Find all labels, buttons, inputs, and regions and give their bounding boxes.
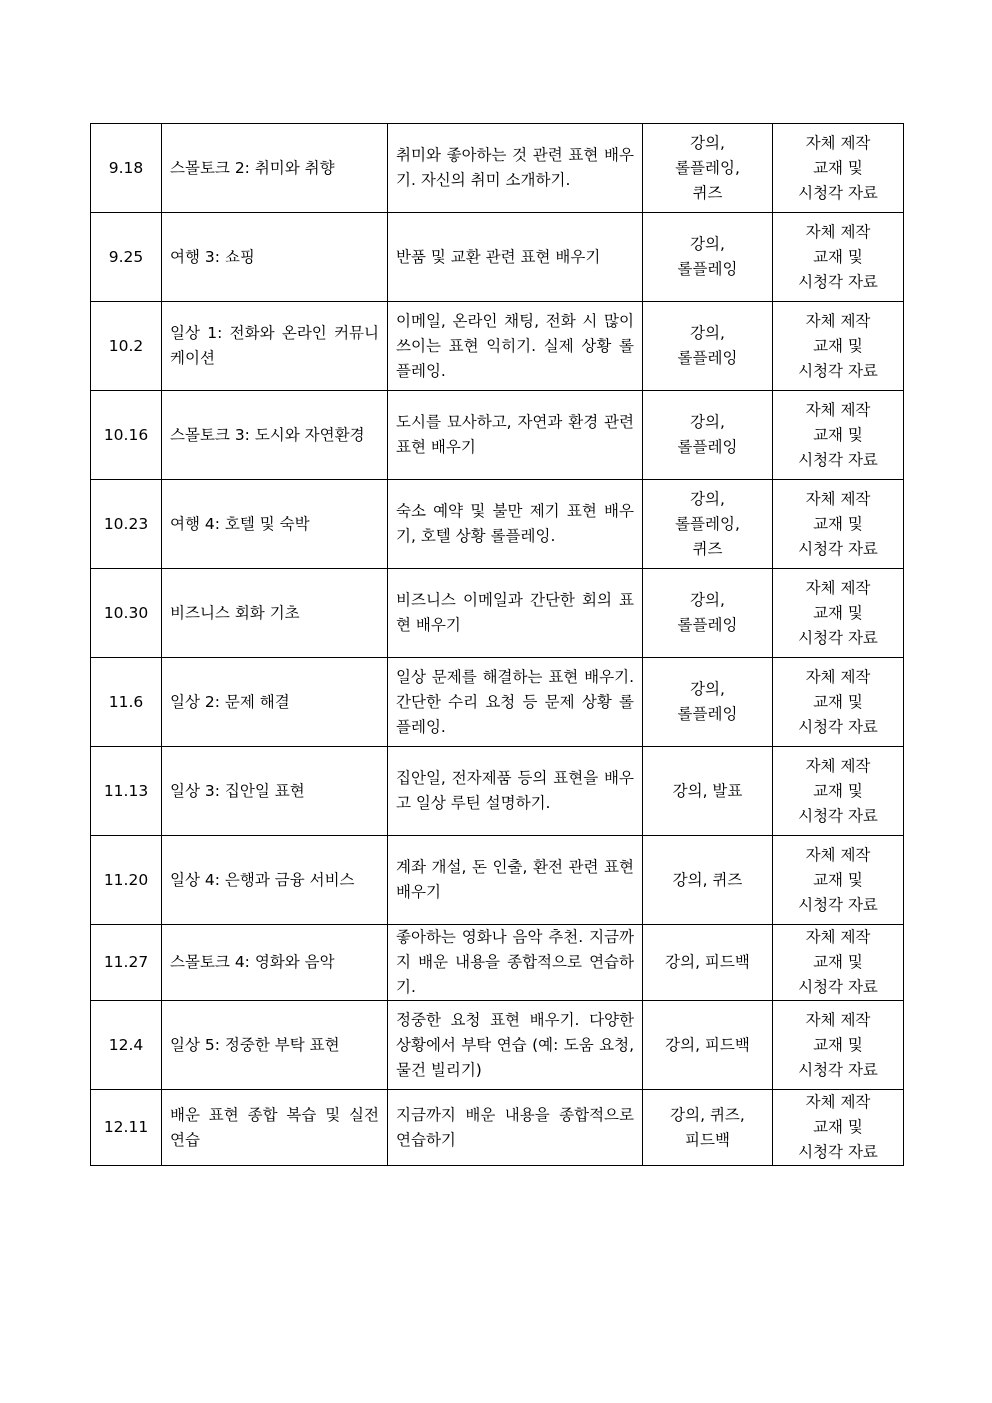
teaching-method <box>643 302 773 391</box>
teaching-material-line: 자체 제작 <box>805 400 871 419</box>
teaching-method-line: 강의, 퀴즈, <box>670 1105 745 1124</box>
teaching-material-lines <box>781 398 895 473</box>
teaching-material-line: 교재 및 <box>813 781 863 800</box>
teaching-material-line: 자체 제작 <box>805 222 871 241</box>
teaching-material <box>773 213 904 302</box>
table-row <box>91 124 904 213</box>
table-row <box>91 1001 904 1090</box>
session-content: 숙소 예약 및 불만 제기 표현 배우기, 호텔 상황 롤플레잉. <box>388 480 643 569</box>
teaching-method <box>643 391 773 480</box>
teaching-material-lines <box>781 576 895 651</box>
teaching-material <box>773 658 904 747</box>
teaching-material-line: 시청각 자료 <box>798 628 878 647</box>
teaching-method-lines <box>651 588 764 638</box>
teaching-method <box>643 658 773 747</box>
teaching-material-line: 교재 및 <box>813 1035 863 1054</box>
teaching-method-line: 롤플레잉 <box>677 438 738 456</box>
session-date: 11.20 <box>91 836 162 925</box>
teaching-material <box>773 124 904 213</box>
teaching-material-line: 자체 제작 <box>805 928 871 946</box>
teaching-method-line: 강의, <box>690 235 725 253</box>
table-row <box>91 747 904 836</box>
session-date: 9.25 <box>91 213 162 302</box>
session-content: 반품 및 교환 관련 표현 배우기 <box>388 213 643 302</box>
teaching-material-line: 시청각 자료 <box>798 450 878 469</box>
teaching-material-line: 교재 및 <box>813 247 863 266</box>
teaching-material-lines <box>781 309 895 384</box>
teaching-method-lines <box>651 950 764 975</box>
table-row <box>91 391 904 480</box>
teaching-material-line: 자체 제작 <box>805 756 871 775</box>
session-topic: 일상 4: 은행과 금융 서비스 <box>162 836 388 925</box>
teaching-material-line: 교재 및 <box>813 425 863 444</box>
teaching-material-line: 시청각 자료 <box>798 895 878 914</box>
teaching-method-line: 강의, <box>690 413 725 431</box>
session-topic: 배운 표현 종합 복습 및 실전 연습 <box>162 1090 388 1166</box>
teaching-material-line: 교재 및 <box>813 603 863 622</box>
teaching-material-line: 자체 제작 <box>805 1093 871 1111</box>
teaching-method-lines <box>651 487 764 562</box>
session-topic: 일상 2: 문제 해결 <box>162 658 388 747</box>
teaching-method <box>643 213 773 302</box>
session-topic: 스몰토크 4: 영화와 음악 <box>162 925 388 1001</box>
teaching-material-line: 교재 및 <box>813 1118 863 1136</box>
teaching-method-lines <box>651 779 764 804</box>
teaching-method-line: 강의, <box>690 489 725 508</box>
session-date: 10.2 <box>91 302 162 391</box>
teaching-material-line: 시청각 자료 <box>798 717 878 736</box>
table-row <box>91 1090 904 1166</box>
teaching-method-line: 롤플레잉 <box>677 616 738 634</box>
teaching-method-line: 롤플레잉, <box>675 514 740 533</box>
teaching-material-line: 시청각 자료 <box>798 978 878 996</box>
table-row <box>91 480 904 569</box>
session-date: 10.30 <box>91 569 162 658</box>
teaching-method-line: 퀴즈 <box>692 183 723 202</box>
teaching-method-line: 피드백 <box>685 1130 730 1149</box>
teaching-material-line: 자체 제작 <box>805 845 871 864</box>
teaching-material <box>773 1001 904 1090</box>
teaching-method-lines <box>651 131 764 206</box>
teaching-material-lines <box>781 1008 895 1083</box>
teaching-material-lines <box>781 925 895 1000</box>
teaching-material <box>773 836 904 925</box>
table-row <box>91 302 904 391</box>
session-content: 지금까지 배운 내용을 종합적으로 연습하기 <box>388 1090 643 1166</box>
teaching-method-line: 강의, 피드백 <box>665 953 750 971</box>
teaching-method-line: 강의, 퀴즈 <box>672 870 743 889</box>
teaching-method-lines <box>651 410 764 460</box>
session-topic: 여행 3: 쇼핑 <box>162 213 388 302</box>
session-topic: 비즈니스 회화 기초 <box>162 569 388 658</box>
teaching-material-line: 자체 제작 <box>805 1010 871 1029</box>
teaching-material-line: 자체 제작 <box>805 489 871 508</box>
session-content: 이메일, 온라인 채팅, 전화 시 많이 쓰이는 표현 익히기. 실제 상황 롤플레잉. <box>388 302 643 391</box>
teaching-material-line: 시청각 자료 <box>798 272 878 291</box>
table-row <box>91 836 904 925</box>
teaching-method-line: 강의, <box>690 324 725 342</box>
session-date: 10.16 <box>91 391 162 480</box>
teaching-material <box>773 569 904 658</box>
teaching-material-lines <box>781 131 895 206</box>
teaching-material-line: 자체 제작 <box>805 311 871 330</box>
teaching-material <box>773 747 904 836</box>
teaching-material-line: 교재 및 <box>813 336 863 355</box>
session-content: 비즈니스 이메일과 간단한 회의 표현 배우기 <box>388 569 643 658</box>
session-topic: 스몰토크 2: 취미와 취향 <box>162 124 388 213</box>
teaching-method-line: 롤플레잉, <box>675 158 740 177</box>
teaching-method-line: 강의, <box>690 591 725 609</box>
session-content: 계좌 개설, 돈 인출, 환전 관련 표현 배우기 <box>388 836 643 925</box>
session-topic: 스몰토크 3: 도시와 자연환경 <box>162 391 388 480</box>
teaching-method <box>643 1001 773 1090</box>
teaching-method-lines <box>651 232 764 282</box>
session-date: 11.6 <box>91 658 162 747</box>
teaching-method-line: 강의, 발표 <box>672 781 743 800</box>
schedule-table-body <box>91 124 904 1166</box>
teaching-method-line: 강의, <box>690 680 725 698</box>
teaching-material <box>773 925 904 1001</box>
teaching-material-line: 자체 제작 <box>805 133 871 152</box>
teaching-material-line: 교재 및 <box>813 953 863 971</box>
teaching-method <box>643 836 773 925</box>
teaching-method-lines <box>651 868 764 893</box>
teaching-material-line: 시청각 자료 <box>798 539 878 558</box>
teaching-method-lines <box>651 1033 764 1058</box>
teaching-material <box>773 1090 904 1166</box>
teaching-method-line: 롤플레잉 <box>677 349 738 367</box>
teaching-material-lines <box>781 665 895 740</box>
session-content: 일상 문제를 해결하는 표현 배우기. 간단한 수리 요청 등 문제 상황 롤플레잉. <box>388 658 643 747</box>
session-content: 좋아하는 영화나 음악 추천. 지금까지 배운 내용을 종합적으로 연습하기. <box>388 925 643 1001</box>
teaching-method <box>643 925 773 1001</box>
teaching-method <box>643 1090 773 1166</box>
teaching-method <box>643 124 773 213</box>
teaching-method <box>643 569 773 658</box>
teaching-material-line: 자체 제작 <box>805 667 871 686</box>
teaching-material-line: 교재 및 <box>813 870 863 889</box>
teaching-material-lines <box>781 754 895 829</box>
teaching-method-line: 강의, <box>690 133 725 152</box>
teaching-method-line: 롤플레잉 <box>677 705 738 723</box>
teaching-material-lines <box>781 220 895 295</box>
teaching-material-line: 시청각 자료 <box>798 1060 878 1079</box>
table-row <box>91 925 904 1001</box>
teaching-material-line: 교재 및 <box>813 692 863 711</box>
teaching-material <box>773 302 904 391</box>
teaching-method-lines <box>651 677 764 727</box>
session-topic: 여행 4: 호텔 및 숙박 <box>162 480 388 569</box>
session-date: 12.4 <box>91 1001 162 1090</box>
teaching-material <box>773 391 904 480</box>
teaching-material <box>773 480 904 569</box>
session-topic: 일상 5: 정중한 부탁 표현 <box>162 1001 388 1090</box>
teaching-method <box>643 747 773 836</box>
teaching-material-line: 시청각 자료 <box>798 183 878 202</box>
session-date: 12.11 <box>91 1090 162 1166</box>
teaching-method-line: 롤플레잉 <box>677 260 738 278</box>
session-topic: 일상 3: 집안일 표현 <box>162 747 388 836</box>
teaching-method-line: 퀴즈 <box>692 539 723 558</box>
session-content: 정중한 요청 표현 배우기. 다양한 상황에서 부탁 연습 (예: 도움 요청, 물건 빌리기) <box>388 1001 643 1090</box>
course-schedule-table <box>90 123 904 1166</box>
teaching-material-line: 시청각 자료 <box>798 361 878 380</box>
teaching-material-line: 시청각 자료 <box>798 1143 878 1161</box>
teaching-material-line: 시청각 자료 <box>798 806 878 825</box>
table-row <box>91 658 904 747</box>
session-content: 집안일, 전자제품 등의 표현을 배우고 일상 루틴 설명하기. <box>388 747 643 836</box>
teaching-method-line: 강의, 피드백 <box>665 1035 750 1054</box>
teaching-method <box>643 480 773 569</box>
session-date: 11.13 <box>91 747 162 836</box>
teaching-method-lines <box>651 1103 764 1153</box>
teaching-material-lines <box>781 1090 895 1165</box>
teaching-material-line: 자체 제작 <box>805 578 871 597</box>
session-date: 11.27 <box>91 925 162 1001</box>
teaching-material-line: 교재 및 <box>813 158 863 177</box>
teaching-material-lines <box>781 487 895 562</box>
session-date: 10.23 <box>91 480 162 569</box>
session-content: 취미와 좋아하는 것 관련 표현 배우기. 자신의 취미 소개하기. <box>388 124 643 213</box>
table-row <box>91 213 904 302</box>
session-topic: 일상 1: 전화와 온라인 커뮤니케이션 <box>162 302 388 391</box>
table-row <box>91 569 904 658</box>
teaching-method-lines <box>651 321 764 371</box>
teaching-material-line: 교재 및 <box>813 514 863 533</box>
teaching-material-lines <box>781 843 895 918</box>
session-date: 9.18 <box>91 124 162 213</box>
session-content: 도시를 묘사하고, 자연과 환경 관련 표현 배우기 <box>388 391 643 480</box>
